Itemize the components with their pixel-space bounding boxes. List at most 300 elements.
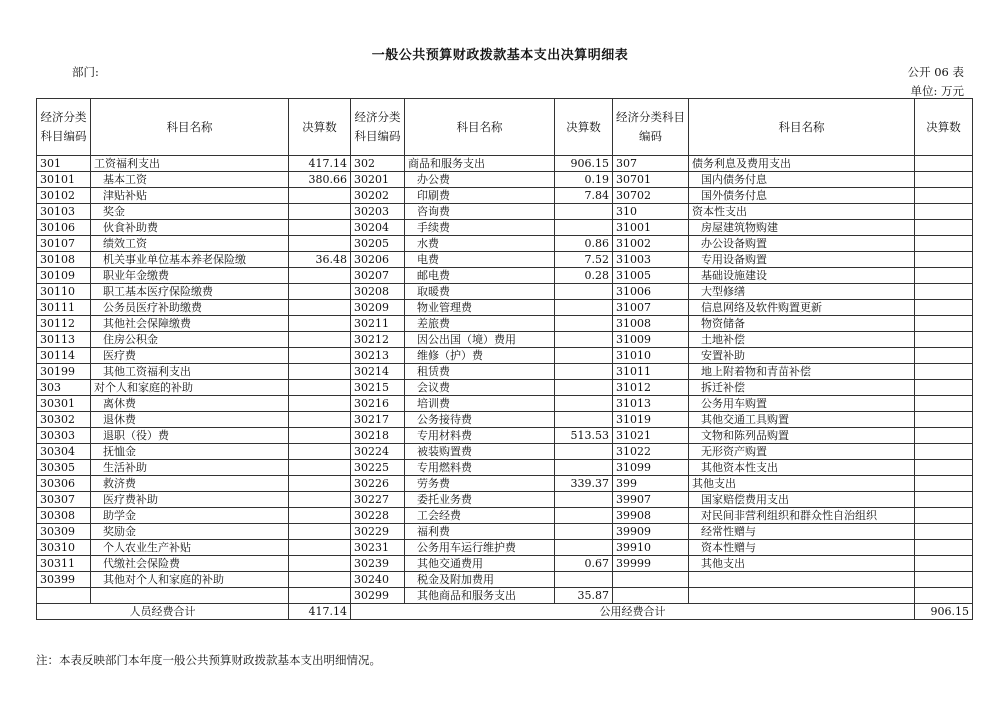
table-row (37, 188, 973, 204)
name-cell: 其他交通费用 (405, 556, 555, 572)
table-row (37, 524, 973, 540)
code-cell: 30304 (37, 444, 91, 460)
amount-cell (289, 188, 351, 204)
table-row (37, 204, 973, 220)
name-cell: 公务接待费 (405, 412, 555, 428)
name-cell: 公务员医疗补助缴费 (91, 300, 289, 316)
table-row (37, 556, 973, 572)
code-cell: 31099 (613, 460, 689, 476)
name-cell: 医疗费 (91, 348, 289, 364)
amount-cell: 0.86 (555, 236, 613, 252)
amount-cell (915, 556, 973, 572)
amount-cell (555, 508, 613, 524)
code-cell: 30113 (37, 332, 91, 348)
name-cell: 租赁费 (405, 364, 555, 380)
code-cell: 31019 (613, 412, 689, 428)
amount-cell (289, 476, 351, 492)
code-cell: 30102 (37, 188, 91, 204)
amount-cell: 7.84 (555, 188, 613, 204)
header-name-2: 科目名称 (405, 99, 555, 156)
code-cell: 30231 (351, 540, 405, 556)
table-row (37, 444, 973, 460)
code-cell: 30214 (351, 364, 405, 380)
table-row (37, 412, 973, 428)
code-cell (613, 572, 689, 588)
amount-cell (915, 156, 973, 172)
name-cell: 生活补助 (91, 460, 289, 476)
code-cell: 30228 (351, 508, 405, 524)
amount-cell (915, 396, 973, 412)
amount-cell (915, 524, 973, 540)
code-cell: 303 (37, 380, 91, 396)
name-cell: 维修（护）费 (405, 348, 555, 364)
name-cell: 办公费 (405, 172, 555, 188)
code-cell: 30208 (351, 284, 405, 300)
amount-cell (555, 572, 613, 588)
code-cell: 30114 (37, 348, 91, 364)
table-number: 公开 06 表 (907, 65, 964, 79)
code-cell: 30702 (613, 188, 689, 204)
name-cell: 国内债务付息 (689, 172, 915, 188)
amount-cell: 7.52 (555, 252, 613, 268)
amount-cell (289, 220, 351, 236)
amount-cell (915, 220, 973, 236)
name-cell: 因公出国（境）费用 (405, 332, 555, 348)
header-amount-3: 决算数 (915, 99, 973, 156)
name-cell: 其他商品和服务支出 (405, 588, 555, 604)
code-cell: 30216 (351, 396, 405, 412)
amount-cell (915, 476, 973, 492)
code-cell: 31012 (613, 380, 689, 396)
code-cell: 31005 (613, 268, 689, 284)
amount-cell: 380.66 (289, 172, 351, 188)
name-cell: 其他支出 (689, 476, 915, 492)
header-row (37, 99, 973, 156)
name-cell: 专用设备购置 (689, 252, 915, 268)
table-row (37, 364, 973, 380)
amount-cell (555, 300, 613, 316)
amount-cell: 0.28 (555, 268, 613, 284)
name-cell: 职业年金缴费 (91, 268, 289, 284)
name-cell: 劳务费 (405, 476, 555, 492)
table-row (37, 508, 973, 524)
header-code-2: 经济分类科目编码 (351, 99, 405, 156)
table-row (37, 428, 973, 444)
name-cell: 咨询费 (405, 204, 555, 220)
name-cell: 其他资本性支出 (689, 460, 915, 476)
code-cell: 30218 (351, 428, 405, 444)
code-cell: 31008 (613, 316, 689, 332)
name-cell: 其他工资福利支出 (91, 364, 289, 380)
code-cell: 30239 (351, 556, 405, 572)
table-row (37, 572, 973, 588)
code-cell: 30308 (37, 508, 91, 524)
code-cell: 30303 (37, 428, 91, 444)
table-row (37, 268, 973, 284)
amount-cell (915, 412, 973, 428)
code-cell: 30213 (351, 348, 405, 364)
code-cell: 30224 (351, 444, 405, 460)
amount-cell: 36.48 (289, 252, 351, 268)
code-cell (613, 588, 689, 604)
name-cell: 津贴补贴 (91, 188, 289, 204)
amount-cell (289, 556, 351, 572)
code-cell: 30110 (37, 284, 91, 300)
amount-cell (289, 284, 351, 300)
code-cell: 30307 (37, 492, 91, 508)
code-cell: 399 (613, 476, 689, 492)
code-cell: 30205 (351, 236, 405, 252)
amount-cell (289, 492, 351, 508)
amount-cell (289, 412, 351, 428)
table-row (37, 396, 973, 412)
name-cell: 奖金 (91, 204, 289, 220)
code-cell: 30310 (37, 540, 91, 556)
personnel-total-label: 人员经费合计 (37, 604, 289, 620)
name-cell: 退职（役）费 (91, 428, 289, 444)
amount-cell (915, 300, 973, 316)
amount-cell (915, 268, 973, 284)
code-cell: 30209 (351, 300, 405, 316)
code-cell: 31011 (613, 364, 689, 380)
code-cell: 30227 (351, 492, 405, 508)
amount-cell (915, 572, 973, 588)
name-cell: 对个人和家庭的补助 (91, 380, 289, 396)
name-cell: 国外债务付息 (689, 188, 915, 204)
name-cell: 手续费 (405, 220, 555, 236)
amount-cell: 35.87 (555, 588, 613, 604)
amount-cell (289, 444, 351, 460)
name-cell: 救济费 (91, 476, 289, 492)
code-cell: 30201 (351, 172, 405, 188)
amount-cell: 339.37 (555, 476, 613, 492)
amount-cell (915, 380, 973, 396)
table-row (37, 156, 973, 172)
name-cell: 大型修缮 (689, 284, 915, 300)
table-row (37, 348, 973, 364)
code-cell: 39909 (613, 524, 689, 540)
amount-cell (555, 444, 613, 460)
amount-cell (289, 268, 351, 284)
name-cell: 基本工资 (91, 172, 289, 188)
name-cell: 其他支出 (689, 556, 915, 572)
table-row (37, 172, 973, 188)
code-cell: 39910 (613, 540, 689, 556)
name-cell: 信息网络及软件购置更新 (689, 300, 915, 316)
code-cell: 30215 (351, 380, 405, 396)
amount-cell (289, 300, 351, 316)
public-total-label: 公用经费合计 (351, 604, 915, 620)
name-cell: 委托业务费 (405, 492, 555, 508)
amount-cell (555, 220, 613, 236)
name-cell: 文物和陈列品购置 (689, 428, 915, 444)
personnel-total-value: 417.14 (289, 604, 351, 620)
name-cell: 专用材料费 (405, 428, 555, 444)
code-cell: 30111 (37, 300, 91, 316)
name-cell: 抚恤金 (91, 444, 289, 460)
name-cell: 债务利息及费用支出 (689, 156, 915, 172)
code-cell: 30204 (351, 220, 405, 236)
amount-cell (915, 364, 973, 380)
code-cell: 30108 (37, 252, 91, 268)
amount-cell: 513.53 (555, 428, 613, 444)
code-cell: 30101 (37, 172, 91, 188)
amount-cell (289, 396, 351, 412)
amount-cell (289, 380, 351, 396)
header-code-3: 经济分类科目编码 (613, 99, 689, 156)
name-cell: 专用燃料费 (405, 460, 555, 476)
name-cell: 其他社会保障缴费 (91, 316, 289, 332)
code-cell: 30302 (37, 412, 91, 428)
name-cell: 绩效工资 (91, 236, 289, 252)
amount-cell (289, 236, 351, 252)
name-cell (689, 572, 915, 588)
header-amount-1: 决算数 (289, 99, 351, 156)
code-cell: 31007 (613, 300, 689, 316)
code-cell: 31021 (613, 428, 689, 444)
name-cell: 国家赔偿费用支出 (689, 492, 915, 508)
table-row (37, 460, 973, 476)
code-cell: 307 (613, 156, 689, 172)
amount-cell (289, 364, 351, 380)
unit-label: 单位: 万元 (910, 84, 964, 98)
name-cell (91, 588, 289, 604)
code-cell: 31013 (613, 396, 689, 412)
name-cell: 地上附着物和青苗补偿 (689, 364, 915, 380)
code-cell: 30103 (37, 204, 91, 220)
table-row (37, 380, 973, 396)
amount-cell (289, 540, 351, 556)
name-cell: 基础设施建设 (689, 268, 915, 284)
amount-cell (915, 172, 973, 188)
table-row (37, 492, 973, 508)
name-cell: 安置补助 (689, 348, 915, 364)
name-cell: 被装购置费 (405, 444, 555, 460)
code-cell: 30229 (351, 524, 405, 540)
table-row (37, 236, 973, 252)
code-cell: 30199 (37, 364, 91, 380)
totals-row (37, 604, 973, 620)
amount-cell (915, 444, 973, 460)
name-cell: 拆迁补偿 (689, 380, 915, 396)
amount-cell (555, 460, 613, 476)
code-cell: 30240 (351, 572, 405, 588)
code-cell: 31001 (613, 220, 689, 236)
name-cell: 邮电费 (405, 268, 555, 284)
name-cell: 无形资产购置 (689, 444, 915, 460)
table-row (37, 316, 973, 332)
code-cell: 302 (351, 156, 405, 172)
amount-cell (289, 428, 351, 444)
name-cell: 电费 (405, 252, 555, 268)
amount-cell (289, 572, 351, 588)
amount-cell (555, 204, 613, 220)
amount-cell (915, 428, 973, 444)
amount-cell (915, 188, 973, 204)
code-cell: 31003 (613, 252, 689, 268)
name-cell: 伙食补助费 (91, 220, 289, 236)
amount-cell (289, 508, 351, 524)
amount-cell (915, 492, 973, 508)
name-cell: 个人农业生产补贴 (91, 540, 289, 556)
table-row (37, 332, 973, 348)
code-cell: 30305 (37, 460, 91, 476)
name-cell: 差旅费 (405, 316, 555, 332)
amount-cell (915, 236, 973, 252)
amount-cell (555, 524, 613, 540)
name-cell: 取暖费 (405, 284, 555, 300)
header-amount-2: 决算数 (555, 99, 613, 156)
table-row (37, 540, 973, 556)
code-cell: 30301 (37, 396, 91, 412)
code-cell: 30306 (37, 476, 91, 492)
code-cell: 31010 (613, 348, 689, 364)
amount-cell (555, 380, 613, 396)
code-cell: 31009 (613, 332, 689, 348)
name-cell (689, 588, 915, 604)
code-cell: 30203 (351, 204, 405, 220)
name-cell: 工会经费 (405, 508, 555, 524)
amount-cell (915, 332, 973, 348)
name-cell: 对民间非营利组织和群众性自治组织 (689, 508, 915, 524)
public-total-value: 906.15 (915, 604, 973, 620)
table-row (37, 252, 973, 268)
name-cell: 资本性赠与 (689, 540, 915, 556)
expenditure-table (36, 98, 973, 620)
amount-cell: 906.15 (555, 156, 613, 172)
code-cell: 30212 (351, 332, 405, 348)
code-cell: 30112 (37, 316, 91, 332)
code-cell: 30701 (613, 172, 689, 188)
code-cell: 39907 (613, 492, 689, 508)
name-cell: 房屋建筑物购建 (689, 220, 915, 236)
amount-cell (915, 540, 973, 556)
name-cell: 公务用车购置 (689, 396, 915, 412)
table-row (37, 476, 973, 492)
amount-cell (289, 204, 351, 220)
code-cell: 30206 (351, 252, 405, 268)
name-cell: 印刷费 (405, 188, 555, 204)
amount-cell (555, 396, 613, 412)
amount-cell (289, 460, 351, 476)
name-cell: 办公设备购置 (689, 236, 915, 252)
code-cell: 30109 (37, 268, 91, 284)
amount-cell (915, 588, 973, 604)
amount-cell (915, 204, 973, 220)
name-cell: 离休费 (91, 396, 289, 412)
code-cell: 310 (613, 204, 689, 220)
amount-cell (555, 332, 613, 348)
name-cell: 物业管理费 (405, 300, 555, 316)
code-cell: 30225 (351, 460, 405, 476)
amount-cell: 417.14 (289, 156, 351, 172)
name-cell: 培训费 (405, 396, 555, 412)
name-cell: 其他对个人和家庭的补助 (91, 572, 289, 588)
code-cell: 31006 (613, 284, 689, 300)
amount-cell (915, 460, 973, 476)
code-cell: 301 (37, 156, 91, 172)
code-cell: 31022 (613, 444, 689, 460)
amount-cell: 0.67 (555, 556, 613, 572)
amount-cell (289, 332, 351, 348)
amount-cell (555, 412, 613, 428)
amount-cell (289, 524, 351, 540)
code-cell (37, 588, 91, 604)
name-cell: 物资储备 (689, 316, 915, 332)
name-cell: 其他交通工具购置 (689, 412, 915, 428)
name-cell: 资本性支出 (689, 204, 915, 220)
footnote: 注：本表反映部门本年度一般公共预算财政拨款基本支出明细情况。 (36, 653, 381, 667)
name-cell: 奖励金 (91, 524, 289, 540)
code-cell: 30202 (351, 188, 405, 204)
amount-cell (289, 316, 351, 332)
amount-cell (915, 348, 973, 364)
amount-cell (915, 252, 973, 268)
table-row (37, 284, 973, 300)
amount-cell (555, 540, 613, 556)
amount-cell (915, 508, 973, 524)
header-name-1: 科目名称 (91, 99, 289, 156)
code-cell: 30299 (351, 588, 405, 604)
code-cell: 30106 (37, 220, 91, 236)
code-cell: 31002 (613, 236, 689, 252)
amount-cell: 0.19 (555, 172, 613, 188)
amount-cell (555, 364, 613, 380)
name-cell: 水费 (405, 236, 555, 252)
code-cell: 30207 (351, 268, 405, 284)
page-title: 一般公共预算财政拨款基本支出决算明细表 (371, 48, 629, 63)
name-cell: 医疗费补助 (91, 492, 289, 508)
code-cell: 30226 (351, 476, 405, 492)
name-cell: 公务用车运行维护费 (405, 540, 555, 556)
amount-cell (555, 348, 613, 364)
name-cell: 税金及附加费用 (405, 572, 555, 588)
name-cell: 机关事业单位基本养老保险缴 (91, 252, 289, 268)
code-cell: 30107 (37, 236, 91, 252)
name-cell: 住房公积金 (91, 332, 289, 348)
amount-cell (555, 316, 613, 332)
table-row (37, 220, 973, 236)
amount-cell (289, 348, 351, 364)
name-cell: 会议费 (405, 380, 555, 396)
name-cell: 福利费 (405, 524, 555, 540)
name-cell: 土地补偿 (689, 332, 915, 348)
code-cell: 30309 (37, 524, 91, 540)
name-cell: 商品和服务支出 (405, 156, 555, 172)
table-row (37, 588, 973, 604)
amount-cell (555, 492, 613, 508)
header-code-1: 经济分类科目编码 (37, 99, 91, 156)
name-cell: 助学金 (91, 508, 289, 524)
table-row (37, 300, 973, 316)
amount-cell (915, 284, 973, 300)
name-cell: 代缴社会保险费 (91, 556, 289, 572)
code-cell: 39908 (613, 508, 689, 524)
code-cell: 30399 (37, 572, 91, 588)
name-cell: 退休费 (91, 412, 289, 428)
amount-cell (915, 316, 973, 332)
amount-cell (289, 588, 351, 604)
code-cell: 30311 (37, 556, 91, 572)
header-name-3: 科目名称 (689, 99, 915, 156)
department-label: 部门: (72, 65, 99, 79)
amount-cell (555, 284, 613, 300)
name-cell: 工资福利支出 (91, 156, 289, 172)
code-cell: 30211 (351, 316, 405, 332)
name-cell: 职工基本医疗保险缴费 (91, 284, 289, 300)
name-cell: 经常性赠与 (689, 524, 915, 540)
code-cell: 39999 (613, 556, 689, 572)
